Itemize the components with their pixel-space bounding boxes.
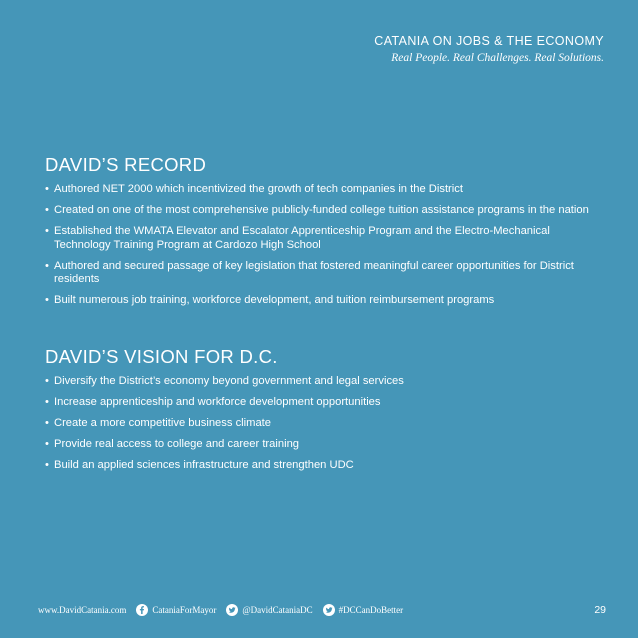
record-heading: DAVID’S RECORD (45, 154, 207, 175)
record-section (45, 154, 605, 315)
vision-item: • Build an applied sciences infrastructure and strengthen UDC (45, 459, 605, 473)
vision-list (45, 375, 605, 473)
hashtag-link[interactable] (323, 604, 404, 616)
page-header (374, 34, 604, 65)
website-link[interactable] (38, 605, 126, 615)
facebook-link[interactable] (136, 604, 216, 616)
twitter-icon (323, 604, 335, 616)
record-item: • Built numerous job training, workforce development, and tuition reimbursement programs (45, 294, 605, 308)
website-text: www.DavidCatania.com (38, 605, 127, 615)
header-tagline: Real People. Real Challenges. Real Solutions. (391, 52, 604, 64)
twitter-icon (226, 604, 238, 616)
twitter-handle-text: @DavidCataniaDC (242, 605, 313, 615)
record-item: • Authored and secured passage of key legislation that fostered meaningful career opportunities for District residents (45, 260, 605, 287)
page-number: 29 (594, 604, 606, 616)
record-item: • Established the WMATA Elevator and Escalator Apprenticeship Program and the Electro-Mechanical Technology Training Program at Cardozo High School (45, 225, 605, 252)
vision-item: • Provide real access to college and career training (45, 438, 605, 452)
header-title: CATANIA ON JOBS & THE ECONOMY (374, 34, 604, 48)
vision-heading: DAVID’S VISION FOR D.C. (45, 346, 278, 367)
hashtag-text: #DCCanDoBetter (338, 605, 404, 615)
vision-item: • Diversify the District’s economy beyond government and legal services (45, 375, 605, 389)
record-item: • Created on one of the most comprehensive publicly-funded college tuition assistance programs in the nation (45, 204, 605, 218)
record-item: • Authored NET 2000 which incentivized the growth of tech companies in the District (45, 183, 605, 197)
twitter-link[interactable] (226, 604, 312, 616)
vision-item: • Increase apprenticeship and workforce development opportunities (45, 396, 605, 410)
facebook-icon (136, 604, 148, 616)
vision-section (45, 346, 605, 480)
facebook-text: CataniaForMayor (152, 605, 217, 615)
record-list (45, 183, 605, 308)
vision-item: • Create a more competitive business climate (45, 417, 605, 431)
page-footer (38, 602, 413, 618)
